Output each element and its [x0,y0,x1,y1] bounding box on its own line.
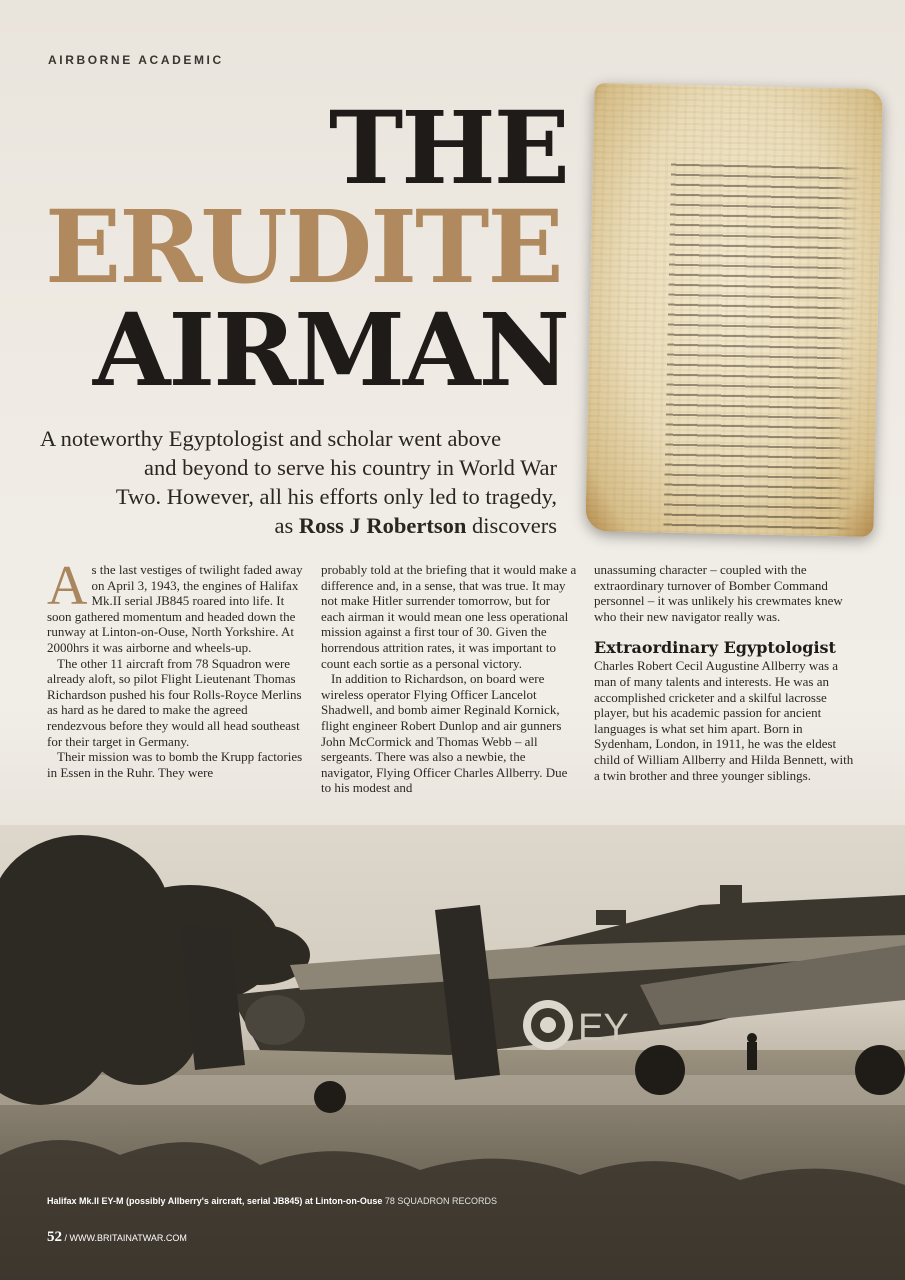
standfirst-discovers: discovers [466,513,557,538]
article-paragraph: Their mission was to bomb the Krupp factories in Essen in the Ruhr. They were [47,749,303,780]
halifax-photo [0,825,905,1280]
standfirst-line-3: Two. However, all his efforts only led to tragedy, [115,484,557,509]
subheading: Extraordinary Egyptologist [594,638,836,658]
drop-cap: A [47,555,88,617]
article-paragraph [47,555,303,656]
article-paragraph: The other 11 aircraft from 78 Squadron were already aloft, so pilot Flight Lieutenant Thomas Richardson pushed his four Rolls-Royce Merlins as hard as he dared to make the agreed rendezvous before they would all head southeast for their target in Germany. [47,655,302,749]
footer-separator: / [64,1233,68,1243]
fuselage-code: EY [578,1007,629,1049]
papyrus-script [663,159,861,537]
photo-credit: 78 SQUADRON RECORDS [384,1196,497,1206]
paragraph-text: s the last vestiges of twilight faded away on April 3, 1943, the engines of Halifax Mk.II serial JB845 roared into life. It soon gathered momentum and headed down the runway at Linton-on-Ouse, North Yorkshire. At 2000hrs it was airborne and wheels-up. [47,562,303,655]
section-label: AIRBORNE ACADEMIC [48,53,224,67]
footer-url[interactable]: WWW.BRITAINATWAR.COM [69,1233,187,1243]
page-number: 52 [47,1229,62,1245]
ground-crew-figure [747,1033,757,1070]
article-paragraph: In addition to Richardson, on board were wireless operator Flying Officer Lancelot Shadwell, and bomb aimer Reginald Kornick, flight engineer Robert Dunlop and air gunners John McCormick and Thomas Webb – all sergeants. There was also a newbie, the navigator, Flying Officer Charles Allberry. Due to his modest and [321,671,568,796]
page-footer [47,1229,187,1246]
standfirst-line-4 [40,511,557,540]
author-name: Ross J Robertson [298,513,467,538]
caption-text: Halifax Mk.II EY-M (possibly Allberry's aircraft, serial JB845) at Linton-on-Ouse [47,1196,383,1206]
article-paragraph: unassuming character – coupled with the extraordinary turnover of Bomber Command personnel – it was unlikely his crewmates knew who their new navigator really was. [594,562,843,624]
standfirst-line-1: A noteworthy Egyptologist and scholar went above [40,426,502,451]
halifax-illustration [0,825,905,1280]
standfirst [40,424,557,540]
photo-caption [47,1196,497,1206]
title-line-airman: AIRMAN [92,291,568,409]
article-paragraph: Charles Robert Cecil Augustine Allberry was a man of many talents and interests. He was an accomplished cricketer and a skilful lacrosse player, but his academic passion for ancient languages is what set him apart. Born in Sydenham, London, in 1911, he was the eldest child of William Allberry and Hilda Bennett, with a twin brother and three younger siblings. [594,658,854,783]
article-column-3 [594,562,859,783]
article-column-2 [321,562,577,796]
standfirst-as: as [274,513,299,538]
article-column-1 [47,555,303,780]
papyrus-image [585,83,882,537]
standfirst-line-2: and beyond to serve his country in World War [144,455,557,480]
article-paragraph: probably told at the briefing that it would make a difference and, in a sense, that was true. It may not make Hitler surrender tomorrow, but for each airman it would mean one less operational mission against a first tour of 30. Given the horrendous attrition rates, it was important to count each sortie as a personal victory. [321,562,577,671]
title-line-erudite: ERUDITE [45,188,562,306]
title-line-the: THE [328,89,568,207]
